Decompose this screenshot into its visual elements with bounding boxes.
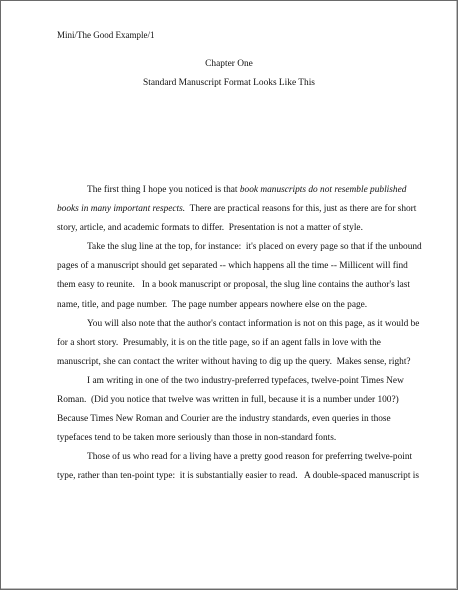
text-segment: Because Times New Roman and Courier are the industry standards, even queries in those [57, 414, 391, 425]
text-line [57, 356, 411, 376]
text-line [57, 414, 407, 433]
text-line [57, 223, 407, 242]
text-line [57, 185, 407, 204]
body-paragraph [57, 452, 419, 490]
text-segment: Take the slug line at the top, for instance: it's placed on every page so that if the unbound [87, 242, 422, 253]
text-line [57, 300, 407, 319]
text-segment: Roman. (Did you notice that twelve was written in full, because it is a number under 100?) [57, 395, 399, 406]
body-paragraph [57, 376, 407, 452]
text-line [57, 280, 411, 299]
text-segment: You will also note that the author's contact information is not on this page, as it would be [87, 318, 420, 329]
text-segment: I am writing in one of the two industry-preferred typefaces, twelve-point Times New [87, 375, 404, 386]
manuscript-body [57, 185, 422, 491]
italic-text: book manuscripts do not resemble published [239, 185, 407, 195]
body-paragraph [57, 242, 422, 318]
text-segment: The first thing I hope you noticed is that [87, 185, 240, 195]
text-segment: pages of a manuscript should get separated -- which happens all the time -- Millicent will find [57, 261, 408, 272]
text-line [57, 452, 413, 471]
body-paragraph [57, 318, 420, 376]
text-segment: typefaces tend to be taken more seriously than those in non-standard fonts. [57, 433, 337, 444]
slug-line: Mini/The Good Example/1 [57, 30, 155, 40]
text-segment: manuscript, she can contact the writer without having to dig up the query. Makes sense, right? [57, 356, 411, 367]
text-segment: Those of us who read for a living have a pretty good reason for preferring twelve-point [87, 452, 413, 463]
chapter-heading: Chapter One [205, 59, 253, 69]
text-segment: them easy to reunite. In a book manuscript or proposal, the slug line contains the author's last [57, 280, 411, 291]
text-line [57, 433, 407, 452]
text-segment: story, article, and academic formats to differ. Presentation is not a matter of style. [57, 223, 363, 234]
text-segment: There are practical reasons for this, just as there are for short [185, 204, 417, 215]
chapter-title: Standard Manuscript Format Looks Like This [143, 78, 315, 88]
text-segment: for a short story. Presumably, it is on the title page, so if an agent falls in love with the [57, 337, 381, 348]
text-line [57, 376, 407, 395]
text-line [57, 261, 407, 280]
text-line [57, 242, 422, 261]
text-line [57, 471, 419, 490]
italic-text: books in many important respects. [57, 204, 186, 215]
text-segment: type, rather than ten-point type: it is substantially easier to read. A double-spaced manuscript is [57, 471, 419, 482]
text-line [57, 338, 407, 357]
body-paragraph [57, 185, 417, 242]
text-line [57, 395, 407, 414]
text-line [57, 318, 420, 338]
text-line [57, 204, 417, 223]
text-segment: name, title, and page number. The page number appears nowhere else on the page. [57, 299, 368, 310]
